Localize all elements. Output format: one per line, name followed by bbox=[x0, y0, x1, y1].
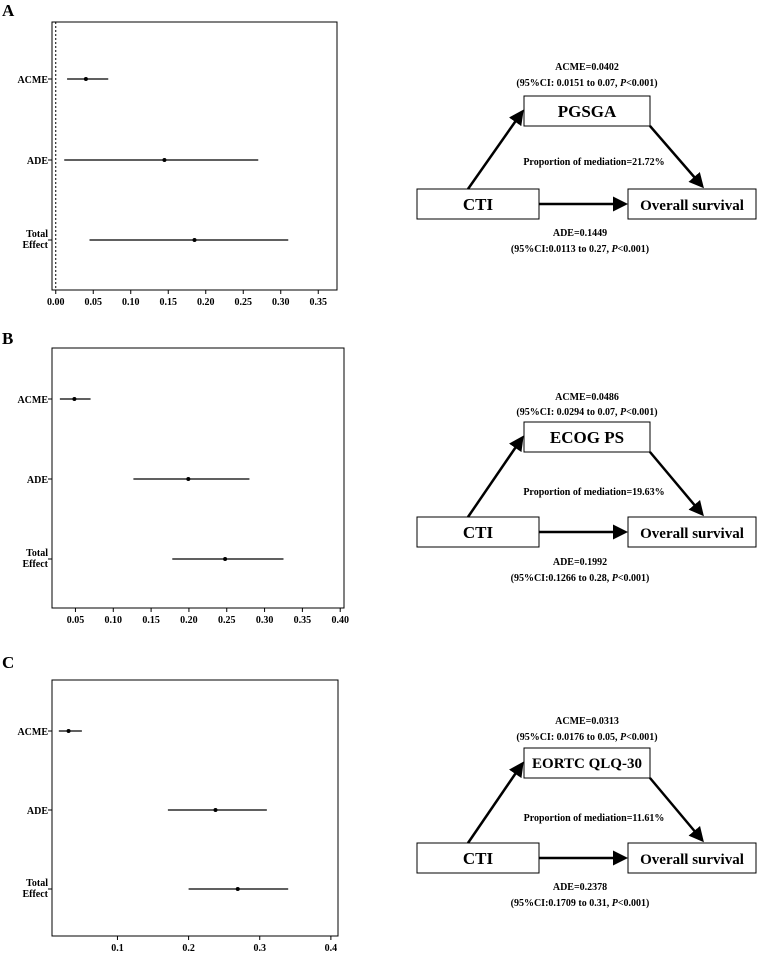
x-tick-label: 0.15 bbox=[142, 615, 160, 626]
row-label bbox=[22, 548, 48, 570]
x-tick-label: 0.2 bbox=[182, 943, 195, 954]
plot-frame bbox=[52, 348, 344, 608]
arrow-exposure-mediator-b bbox=[468, 438, 522, 517]
x-tick-label: 0.05 bbox=[84, 297, 102, 308]
arrow-exposure-mediator-a bbox=[468, 112, 522, 189]
x-tick-label: 0.1 bbox=[111, 943, 124, 954]
row-label: ACME bbox=[17, 727, 48, 738]
outcome-label-c: Overall survival bbox=[640, 852, 744, 868]
mediation-diagram-a bbox=[417, 62, 756, 255]
row-label bbox=[22, 229, 48, 251]
row-label: ADE bbox=[26, 156, 48, 167]
x-tick-label: 0.30 bbox=[272, 297, 290, 308]
acme-ci-text-c: (95%CI: 0.0176 to 0.05, P<0.001) bbox=[516, 732, 658, 743]
row-label-line: Total bbox=[26, 878, 48, 889]
row-label bbox=[22, 878, 48, 900]
forest-plot-b bbox=[17, 348, 349, 626]
proportion-text-c: Proportion of mediation=11.61% bbox=[523, 813, 665, 824]
proportion-text-b: Proportion of mediation=19.63% bbox=[523, 487, 665, 498]
row-label-line: Effect bbox=[22, 240, 48, 251]
row-label: ACME bbox=[17, 75, 48, 86]
x-tick-label: 0.20 bbox=[180, 615, 198, 626]
x-tick-label: 0.30 bbox=[255, 615, 274, 626]
row-label-line: Total bbox=[26, 229, 48, 240]
x-tick-label: 0.40 bbox=[331, 615, 349, 626]
ade-ci-text-c: (95%CI:0.1709 to 0.31, P<0.001) bbox=[510, 898, 650, 909]
mediation-diagram-c bbox=[417, 716, 756, 909]
arrow-mediator-outcome-a bbox=[650, 126, 702, 186]
acme-text-a: ACME=0.0402 bbox=[555, 62, 619, 73]
point-estimate bbox=[162, 158, 166, 162]
ade-ci-text-a: (95%CI:0.0113 to 0.27, P<0.001) bbox=[510, 244, 650, 255]
row-label-line: Effect bbox=[22, 889, 48, 900]
exposure-label-a: CTI bbox=[462, 195, 494, 214]
forest-plot-c bbox=[17, 680, 338, 954]
mediation-diagram-b bbox=[417, 392, 756, 584]
acme-text-b: ACME=0.0486 bbox=[555, 392, 619, 403]
row-label: ACME bbox=[17, 395, 48, 406]
ade-text-c: ADE=0.2378 bbox=[552, 882, 608, 893]
forest-plot-a bbox=[17, 22, 337, 308]
mediator-label-b: ECOG PS bbox=[549, 428, 625, 447]
mediator-label-c: EORTC QLQ-30 bbox=[532, 756, 642, 772]
arrow-mediator-outcome-c bbox=[650, 778, 702, 840]
row-label-line: Total bbox=[26, 548, 48, 559]
plot-frame bbox=[52, 680, 338, 936]
x-tick-label: 0.15 bbox=[159, 297, 177, 308]
row-label-line: Effect bbox=[22, 559, 48, 570]
row-label: ADE bbox=[26, 475, 48, 486]
point-estimate bbox=[193, 238, 197, 242]
x-tick-label: 0.05 bbox=[66, 615, 85, 626]
exposure-label-b: CTI bbox=[462, 523, 494, 542]
x-tick-label: 0.35 bbox=[293, 615, 312, 626]
panel-c bbox=[2, 653, 756, 954]
exposure-label-c: CTI bbox=[462, 849, 494, 868]
arrow-exposure-mediator-c bbox=[468, 764, 522, 843]
acme-ci-text-a: (95%CI: 0.0151 to 0.07, P<0.001) bbox=[516, 78, 658, 89]
acme-ci-text-b: (95%CI: 0.0294 to 0.07, P<0.001) bbox=[516, 407, 658, 418]
ade-text-b: ADE=0.1992 bbox=[552, 557, 608, 568]
proportion-text-a: Proportion of mediation=21.72% bbox=[523, 157, 665, 168]
point-estimate bbox=[72, 397, 76, 401]
acme-text-c: ACME=0.0313 bbox=[555, 716, 619, 727]
x-tick-label: 0.20 bbox=[197, 297, 215, 308]
point-estimate bbox=[223, 557, 227, 561]
point-estimate bbox=[213, 808, 217, 812]
outcome-label-b: Overall survival bbox=[640, 526, 744, 542]
point-estimate bbox=[67, 729, 71, 733]
x-tick-label: 0.3 bbox=[253, 943, 266, 954]
x-tick-label: 0.10 bbox=[104, 615, 123, 626]
x-tick-label: 0.25 bbox=[234, 297, 252, 308]
outcome-label-a: Overall survival bbox=[640, 198, 744, 214]
panel-label-b: B bbox=[2, 329, 14, 348]
x-tick-label: 0.10 bbox=[122, 297, 140, 308]
mediator-label-a: PGSGA bbox=[557, 102, 617, 121]
point-estimate bbox=[186, 477, 190, 481]
x-tick-label: 0.35 bbox=[309, 297, 327, 308]
point-estimate bbox=[236, 887, 240, 891]
panel-a bbox=[2, 1, 756, 308]
panel-label-a: A bbox=[2, 1, 15, 20]
ade-ci-text-b: (95%CI:0.1266 to 0.28, P<0.001) bbox=[510, 573, 650, 584]
x-tick-label: 0.25 bbox=[217, 615, 236, 626]
point-estimate bbox=[84, 77, 88, 81]
x-tick-label: 0.00 bbox=[47, 297, 65, 308]
row-label: ADE bbox=[26, 806, 48, 817]
panel-label-c: C bbox=[2, 653, 15, 672]
panel-b bbox=[2, 329, 756, 626]
ade-text-a: ADE=0.1449 bbox=[552, 228, 608, 239]
arrow-mediator-outcome-b bbox=[650, 452, 702, 514]
plot-frame bbox=[52, 22, 337, 290]
x-tick-label: 0.4 bbox=[324, 943, 338, 954]
